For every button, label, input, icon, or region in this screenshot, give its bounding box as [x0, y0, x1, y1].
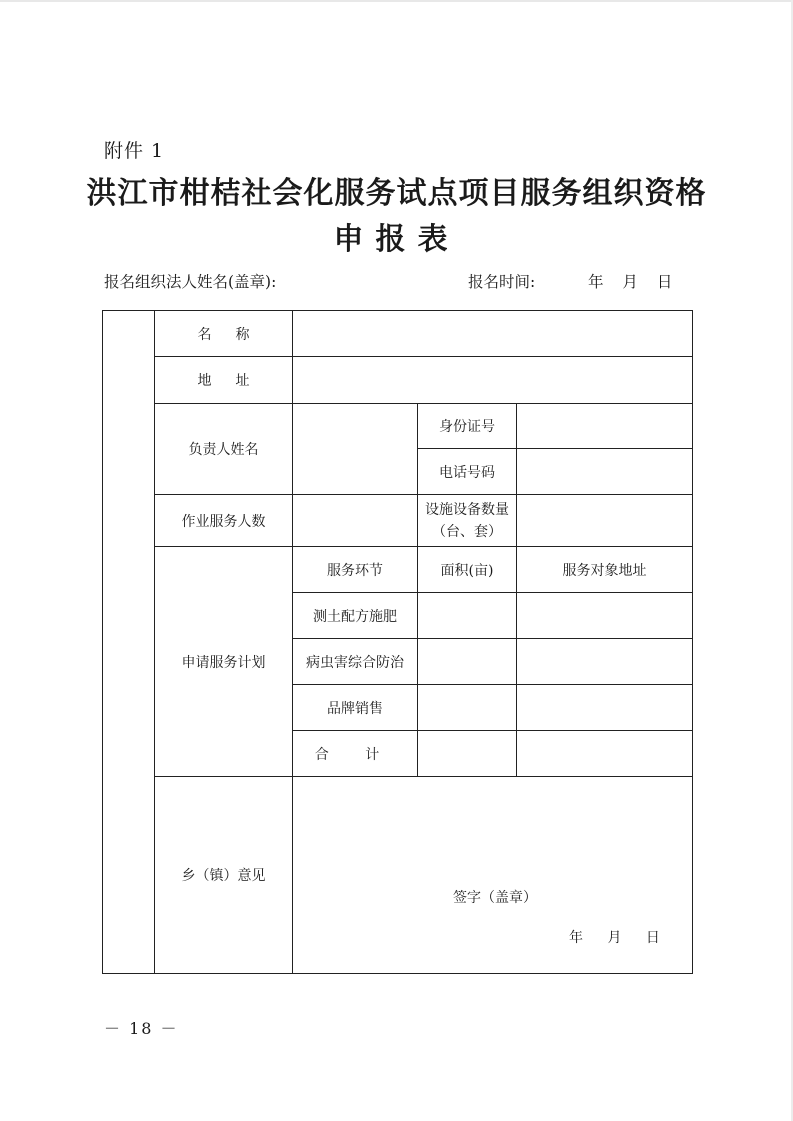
apply-date-placeholder: 年 月 日 — [588, 273, 673, 291]
phone-field[interactable] — [517, 449, 693, 495]
address-label: 地址 — [155, 357, 293, 404]
plan-area-field[interactable] — [418, 685, 517, 731]
signature-label: 签字（盖章） — [453, 890, 537, 906]
service-plan-label: 申请服务计划 — [155, 547, 293, 777]
applicant-label: 报名组织法人姓名(盖章): — [104, 273, 277, 291]
apply-time-label: 报名时间: — [468, 273, 536, 291]
plan-header-area: 面积(亩) — [418, 547, 517, 593]
signature-date: 年 月 日 — [569, 930, 660, 946]
plan-total-label: 合 计 — [293, 731, 418, 777]
leader-name-field[interactable] — [293, 404, 418, 495]
township-opinion-label: 乡（镇）意见 — [155, 777, 293, 974]
plan-header-stage: 服务环节 — [293, 547, 418, 593]
plan-address-field[interactable] — [517, 685, 693, 731]
document-title: 洪江市柑桔社会化服务试点项目服务组织资格 — [86, 176, 707, 211]
left-margin-column — [103, 311, 155, 974]
id-number-label: 身份证号 — [418, 404, 517, 449]
application-form-table — [102, 310, 693, 974]
plan-area-field[interactable] — [418, 593, 517, 639]
org-name-label: 名称 — [155, 311, 293, 357]
address-field[interactable] — [293, 357, 693, 404]
phone-label: 电话号码 — [418, 449, 517, 495]
scan-edge — [0, 0, 793, 2]
plan-total-address-field[interactable] — [517, 731, 693, 777]
plan-address-field[interactable] — [517, 593, 693, 639]
plan-row-label: 品牌销售 — [293, 685, 418, 731]
plan-header-target-address: 服务对象地址 — [517, 547, 693, 593]
leader-name-label: 负责人姓名 — [155, 404, 293, 495]
plan-address-field[interactable] — [517, 639, 693, 685]
staff-count-label: 作业服务人数 — [155, 495, 293, 547]
id-number-field[interactable] — [517, 404, 693, 449]
org-name-field[interactable] — [293, 311, 693, 357]
plan-total-area-field[interactable] — [418, 731, 517, 777]
plan-row-label: 测土配方施肥 — [293, 593, 418, 639]
equipment-count-label: 设施设备数量（台、套） — [418, 495, 517, 547]
document-subtitle: 申报表 — [333, 222, 460, 257]
plan-area-field[interactable] — [418, 639, 517, 685]
staff-count-field[interactable] — [293, 495, 418, 547]
page-number: － 18 － — [104, 1019, 179, 1038]
plan-row-label: 病虫害综合防治 — [293, 639, 418, 685]
attachment-label: 附件 1 — [104, 140, 165, 162]
township-opinion-field[interactable] — [293, 777, 693, 974]
equipment-count-field[interactable] — [517, 495, 693, 547]
